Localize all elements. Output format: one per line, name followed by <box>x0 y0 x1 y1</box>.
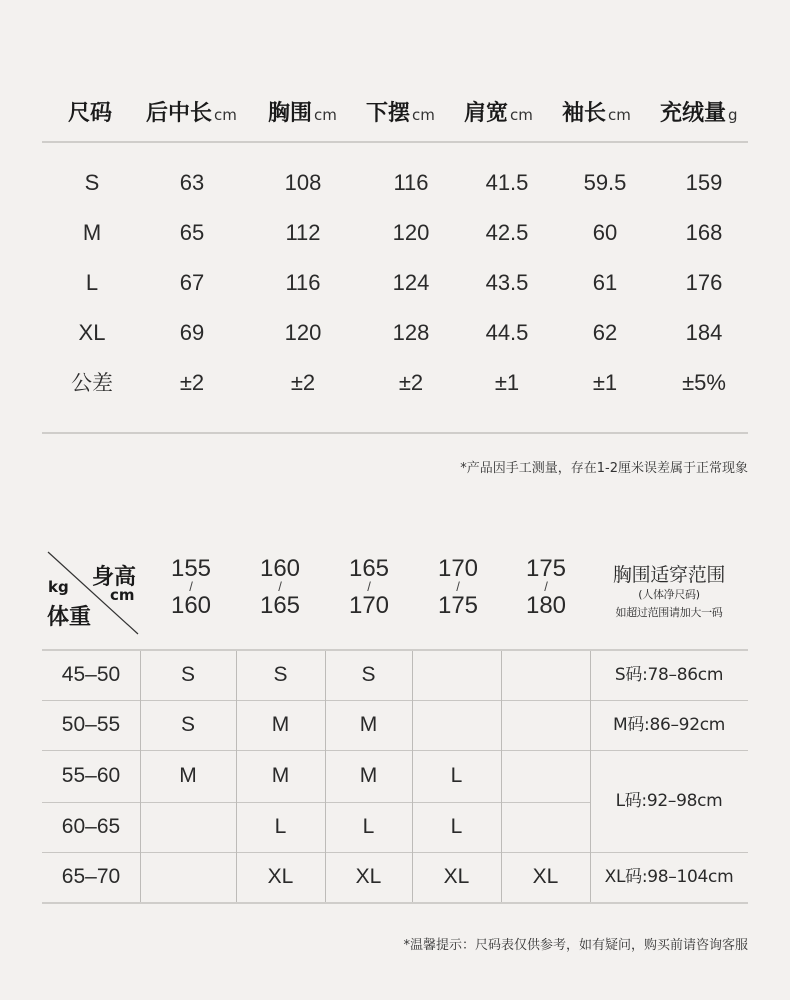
size-recommendation: M <box>271 713 290 736</box>
size-value: 44.5 <box>485 320 529 345</box>
size-recommendation: L <box>362 815 375 838</box>
size-recommendation: S <box>273 663 288 686</box>
size-value: 43.5 <box>485 270 529 295</box>
chest-range: L码:92–98cm <box>615 791 723 811</box>
size-value: 65 <box>179 220 205 245</box>
size-recommendation: XL <box>443 865 470 888</box>
size-value: ±2 <box>179 370 205 395</box>
chest-range-hint: 如超过范围请加大一码 <box>615 606 723 619</box>
size-value: ±1 <box>494 370 520 395</box>
chest-range-title: 胸围适穿范围 <box>612 564 726 586</box>
header-unit: cm <box>510 106 533 124</box>
header-label: 下摆 <box>366 101 411 126</box>
size-recommendation: M <box>359 713 378 736</box>
chest-range-subtitle: (人体净尺码) <box>638 588 700 601</box>
size-value: ±2 <box>398 370 424 395</box>
size-value: 116 <box>393 170 429 195</box>
height-separator: / <box>189 579 193 594</box>
header-cell <box>464 96 533 130</box>
header-label: 袖长 <box>562 101 607 126</box>
header-label: 充绒量 <box>660 101 727 126</box>
header-cell <box>660 96 738 130</box>
size-value: 112 <box>285 220 321 245</box>
header-label: 肩宽 <box>464 101 509 126</box>
weight-range: 55–60 <box>61 764 121 787</box>
size-recommendation <box>140 802 236 852</box>
size-label: 公差 <box>71 371 113 395</box>
size-value: ±5% <box>682 370 726 395</box>
size-value: 168 <box>685 220 723 245</box>
grid-bottom-border <box>42 902 748 904</box>
size-recommendation <box>501 650 590 700</box>
size-value: 120 <box>284 320 322 345</box>
header-label: 尺码 <box>68 101 113 126</box>
size-value: 42.5 <box>485 220 529 245</box>
size-value: 120 <box>392 220 430 245</box>
height-col-header <box>250 557 310 617</box>
weight-unit: kg <box>48 578 69 596</box>
size-recommendation: M <box>359 764 378 787</box>
size-value: 59.5 <box>583 170 627 195</box>
size-recommendation: S <box>180 713 195 736</box>
height-label: 身高 <box>92 565 137 590</box>
weight-range: 45–50 <box>61 663 121 686</box>
height-from: 160 <box>259 555 301 582</box>
size-recommendation: M <box>179 764 197 787</box>
height-col-header <box>339 557 399 617</box>
size-value: ±1 <box>592 370 618 395</box>
size-recommendation <box>412 650 501 700</box>
height-to: 180 <box>525 592 567 619</box>
header-label: 胸围 <box>268 101 313 126</box>
height-unit: cm <box>110 586 135 604</box>
size-value: 61 <box>592 270 618 295</box>
size-value: 176 <box>685 270 723 295</box>
size-value: 108 <box>284 170 322 195</box>
size-value: 184 <box>685 320 723 345</box>
height-from: 165 <box>348 555 390 582</box>
header-unit: cm <box>314 106 337 124</box>
height-to: 160 <box>170 592 212 619</box>
height-to: 175 <box>437 592 479 619</box>
header-cell <box>366 96 435 130</box>
header-unit: cm <box>412 106 435 124</box>
weight-label: 体重 <box>47 605 92 630</box>
height-to: 170 <box>348 592 390 619</box>
size-recommendation <box>412 700 501 750</box>
size-recommendation: S <box>180 663 195 686</box>
size-recommendation: S <box>361 663 376 686</box>
height-col-header <box>161 557 221 617</box>
weight-range: 60–65 <box>61 815 121 838</box>
size-value: 69 <box>179 320 205 345</box>
size-recommendation: L <box>450 815 463 838</box>
size-recommendation: L <box>274 815 287 838</box>
size-recommendation: XL <box>267 865 294 888</box>
size-value: 159 <box>685 170 723 195</box>
height-separator: / <box>278 579 282 594</box>
height-from: 170 <box>437 555 479 582</box>
size-value: 67 <box>179 270 205 295</box>
height-separator: / <box>367 579 371 594</box>
header-cell <box>68 96 112 130</box>
size-recommendation <box>501 750 590 802</box>
size-value: 63 <box>179 170 205 195</box>
header-cell <box>268 96 337 130</box>
header-unit: cm <box>608 106 631 124</box>
size-label: M <box>82 220 102 245</box>
header-cell <box>146 96 237 130</box>
size-recommendation: M <box>271 764 290 787</box>
header-unit: cm <box>214 106 237 124</box>
height-col-header <box>428 557 488 617</box>
size-label: XL <box>78 320 106 345</box>
size-label: L <box>85 270 99 295</box>
size-recommendation <box>501 802 590 852</box>
size-recommendation <box>501 700 590 750</box>
size-value: 62 <box>592 320 618 345</box>
size-recommendation: XL <box>532 865 559 888</box>
height-from: 175 <box>525 555 567 582</box>
size-recommendation <box>140 852 236 902</box>
table-bottom-divider <box>42 432 748 434</box>
size-value: 128 <box>392 320 430 345</box>
weight-range: 65–70 <box>61 865 121 888</box>
header-unit: g <box>728 106 738 124</box>
header-divider <box>42 141 748 143</box>
size-value: 116 <box>285 270 321 295</box>
height-separator: / <box>456 579 460 594</box>
height-to: 165 <box>259 592 301 619</box>
height-separator: / <box>544 579 548 594</box>
reference-note: *温馨提示：尺码表仅供参考，如有疑问，购买前请咨询客服 <box>403 938 748 953</box>
height-from: 155 <box>170 555 212 582</box>
size-recommendation: XL <box>355 865 382 888</box>
size-label: S <box>84 170 100 195</box>
chest-range: XL码:98–104cm <box>604 867 734 887</box>
weight-range: 50–55 <box>61 713 121 736</box>
size-value: 60 <box>592 220 618 245</box>
height-col-header <box>516 557 576 617</box>
size-value: 124 <box>392 270 430 295</box>
size-value: 41.5 <box>485 170 529 195</box>
chest-range: M码:86–92cm <box>612 715 726 735</box>
header-cell <box>562 96 631 130</box>
header-label: 后中长 <box>146 101 213 126</box>
chest-range: S码:78–86cm <box>614 665 724 685</box>
measurement-note: *产品因手工测量，存在1-2厘米误差属于正常现象 <box>460 461 748 476</box>
size-recommendation: L <box>450 764 463 787</box>
size-value: ±2 <box>290 370 316 395</box>
